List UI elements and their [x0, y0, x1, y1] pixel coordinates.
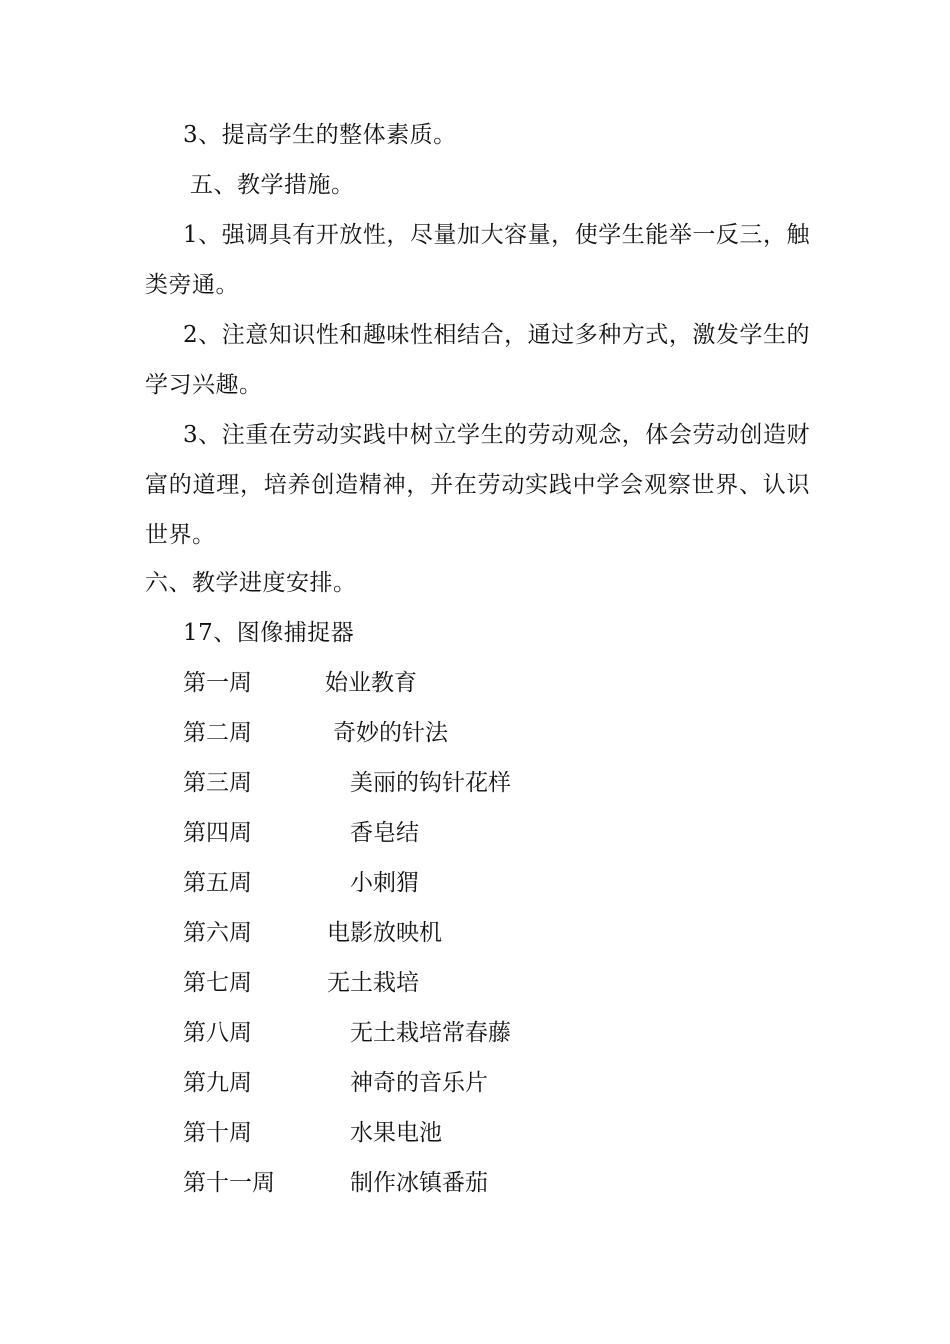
- week-label: 第六周: [183, 920, 252, 946]
- goal-item-3: 3、提高学生的整体素质。: [183, 122, 457, 148]
- subheading-image-catcher: 17、图像捕捉器: [183, 620, 355, 646]
- week-topic: 制作冰镇番茄: [350, 1170, 488, 1196]
- week-topic: 奇妙的针法: [333, 720, 448, 746]
- week-label: 第五周: [183, 870, 252, 896]
- week-topic: 美丽的钩针花样: [350, 770, 511, 796]
- week-topic: 神奇的音乐片: [350, 1070, 488, 1096]
- measure-item-1: 1、强调具有开放性，尽量加大容量，使学生能举一反三，触类旁通。: [145, 222, 810, 298]
- week-label: 第九周: [183, 1070, 252, 1096]
- week-label: 第三周: [183, 770, 252, 796]
- week-label: 第七周: [183, 970, 252, 996]
- week-topic: 始业教育: [325, 670, 417, 696]
- measure-item-2: 2、注意知识性和趣味性相结合，通过多种方式，激发学生的学习兴趣。: [145, 322, 810, 398]
- section-heading-5: 五、教学措施。: [190, 172, 355, 198]
- week-label: 第八周: [183, 1020, 252, 1046]
- week-topic: 无土栽培: [327, 970, 419, 996]
- week-topic: 电影放映机: [327, 920, 442, 946]
- week-topic: 香皂结: [350, 820, 419, 846]
- section-heading-6: 六、教学进度安排。: [145, 570, 357, 596]
- week-topic: 小刺猬: [350, 870, 419, 896]
- week-topic: 水果电池: [350, 1120, 442, 1146]
- week-label: 第十一周: [183, 1170, 275, 1196]
- week-label: 第四周: [183, 820, 252, 846]
- measure-item-3: 3、注重在劳动实践中树立学生的劳动观念，体会劳动创造财富的道理，培养创造精神，并在劳动实践中学会观察世界、认识世界。: [145, 422, 810, 548]
- week-label: 第一周: [183, 670, 252, 696]
- week-label: 第二周: [183, 720, 252, 746]
- week-label: 第十周: [183, 1120, 252, 1146]
- week-topic: 无土栽培常春藤: [350, 1020, 511, 1046]
